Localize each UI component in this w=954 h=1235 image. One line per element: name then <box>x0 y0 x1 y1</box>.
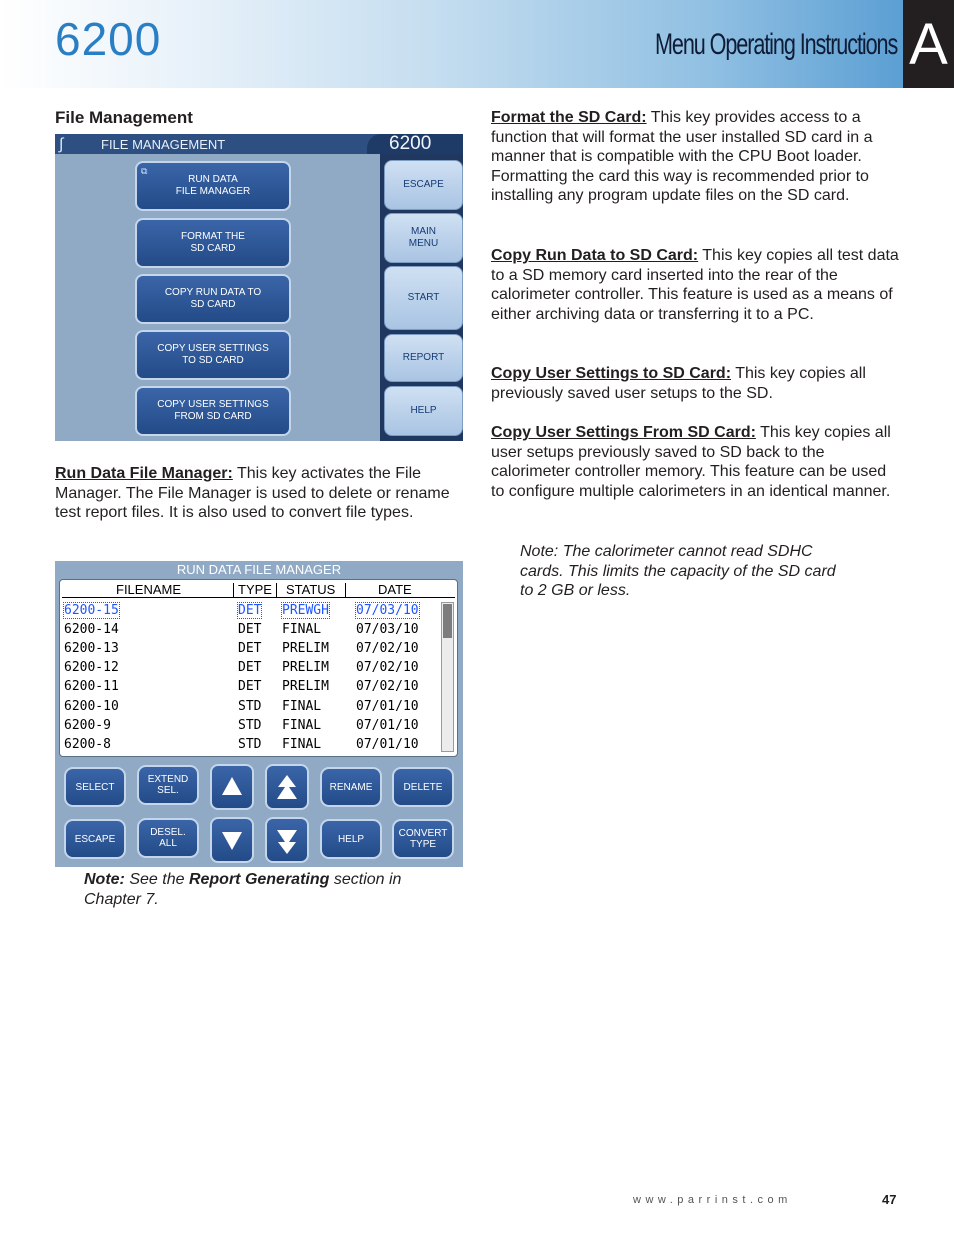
folder-icon: ⧉ <box>141 166 148 176</box>
table-cell: FINAL <box>282 736 322 752</box>
table-cell: FINAL <box>282 717 322 733</box>
table-cell: FINAL <box>282 622 322 638</box>
file-list[interactable] <box>59 579 458 757</box>
main-menu-button[interactable]: MAIN MENU <box>384 213 463 263</box>
col-divider <box>233 583 234 597</box>
page-up-icon[interactable] <box>265 764 309 810</box>
appendix-letter: A <box>903 0 954 88</box>
run-data-term: Run Data File Manager: <box>55 465 233 482</box>
table-cell: 07/03/10 <box>356 622 419 638</box>
table-cell: STD <box>238 698 262 714</box>
table-row[interactable] <box>64 698 444 716</box>
deselect-all-button[interactable]: DESEL. ALL <box>137 818 199 858</box>
fm-model-badge: 6200 <box>367 134 463 154</box>
arrow-up-icon[interactable] <box>210 764 254 810</box>
escape-button[interactable]: ESCAPE <box>384 160 463 210</box>
col-type: TYPE <box>238 582 272 597</box>
table-cell: 07/01/10 <box>356 736 419 752</box>
table-cell: DET <box>238 679 262 695</box>
page-down-icon[interactable] <box>265 817 309 863</box>
table-row[interactable] <box>64 678 444 696</box>
table-cell: 07/02/10 <box>356 679 419 695</box>
report-button[interactable]: REPORT <box>384 334 463 382</box>
table-row[interactable] <box>64 602 444 620</box>
start-button[interactable]: START <box>384 266 463 330</box>
table-cell: PRELIM <box>282 641 329 657</box>
header-rule <box>62 597 455 598</box>
table-cell: 6200-8 <box>64 736 111 752</box>
table-cell: 6200-12 <box>64 660 119 676</box>
copy-settings-from-sd-button[interactable]: COPY USER SETTINGS FROM SD CARD <box>135 386 291 436</box>
table-cell: DET <box>238 660 262 676</box>
report-note: Note: See the Report Generating section in Chapter 7. <box>84 871 402 908</box>
escape-button[interactable]: ESCAPE <box>64 819 126 859</box>
section-title: File Management <box>55 108 193 127</box>
table-row[interactable] <box>64 621 444 639</box>
table-cell: DET <box>238 603 262 618</box>
copy-settings-to-sd-button[interactable]: COPY USER SETTINGS TO SD CARD <box>135 330 291 380</box>
run-data-file-manager-button[interactable]: ⧉ RUN DATA FILE MANAGER <box>135 161 291 211</box>
table-cell: 07/01/10 <box>356 698 419 714</box>
help-button[interactable]: HELP <box>320 819 382 859</box>
sdhc-note: Note: The calorimeter cannot read SDHC cards. This limits the capacity of the SD card to 2 GB or less. <box>520 543 836 600</box>
fm-title: FILE MANAGEMENT <box>101 137 226 152</box>
table-cell: 07/03/10 <box>356 603 419 618</box>
copy-run-data-button[interactable]: COPY RUN DATA TO SD CARD <box>135 274 291 324</box>
table-cell: STD <box>238 717 262 733</box>
run-data-file-manager-screenshot <box>55 561 463 867</box>
table-cell: PRELIM <box>282 679 329 695</box>
col-divider <box>276 583 277 597</box>
website-url: www.parrinst.com <box>633 1194 792 1206</box>
table-row[interactable] <box>64 736 444 754</box>
file-management-screenshot <box>55 134 463 441</box>
parr-logo-icon: ∫ <box>59 136 64 153</box>
table-cell: 07/02/10 <box>356 641 419 657</box>
chapter-title: Menu Operating Instructions <box>655 28 898 61</box>
arrow-down-icon[interactable] <box>210 817 254 863</box>
table-row[interactable] <box>64 640 444 658</box>
page-header <box>0 0 954 88</box>
table-cell: 6200-11 <box>64 679 119 695</box>
copy-from-description: Copy User Settings From SD Card: This key copies all user setups previously saved to SD back to the calorimeter controller memory. This feature can be used to configure multiple calorimeters in an identical manner. <box>491 424 891 500</box>
table-cell: STD <box>238 736 262 752</box>
page-number: 47 <box>882 1192 897 1207</box>
delete-button[interactable]: DELETE <box>392 767 454 807</box>
table-cell: 07/01/10 <box>356 717 419 733</box>
table-cell: PREWGH <box>282 603 329 618</box>
table-row[interactable] <box>64 659 444 677</box>
table-cell: PRELIM <box>282 660 329 676</box>
convert-type-button[interactable]: CONVERT TYPE <box>392 819 454 859</box>
table-cell: 6200-9 <box>64 717 111 733</box>
col-status: STATUS <box>286 582 336 597</box>
format-description: Format the SD Card: This key provides access to a function that will format the user installed SD card in a manner that is compatible with the CPU Boot loader. Formatting the card this way is recommended prior to installing any program update files on the SD card. <box>491 109 873 205</box>
scrollbar[interactable] <box>441 602 454 752</box>
table-cell: 07/02/10 <box>356 660 419 676</box>
copy-to-description: Copy User Settings to SD Card: This key copies all previously saved user setups to the SD. <box>491 365 866 402</box>
help-button[interactable]: HELP <box>384 386 463 436</box>
table-cell: DET <box>238 641 262 657</box>
run-data-description: Run Data File Manager: This key activates the File Manager. The File Manager is used to delete or rename test report files. It is also used to convert file types. <box>55 465 450 522</box>
format-sd-card-button[interactable]: FORMAT THE SD CARD <box>135 218 291 268</box>
extend-select-button[interactable]: EXTEND SEL. <box>137 765 199 805</box>
rename-button[interactable]: RENAME <box>320 767 382 807</box>
table-cell: 6200-13 <box>64 641 119 657</box>
select-button[interactable]: SELECT <box>64 767 126 807</box>
col-date: DATE <box>378 582 412 597</box>
model-number: 6200 <box>55 13 162 65</box>
col-filename: FILENAME <box>116 582 182 597</box>
table-cell: 6200-10 <box>64 698 119 714</box>
table-cell: 6200-15 <box>64 603 119 618</box>
table-cell: FINAL <box>282 698 322 714</box>
table-row[interactable] <box>64 717 444 735</box>
scroll-thumb[interactable] <box>443 604 452 638</box>
table-cell: DET <box>238 622 262 638</box>
col-divider <box>345 583 346 597</box>
rd-title: RUN DATA FILE MANAGER <box>176 562 342 577</box>
copy-run-description: Copy Run Data to SD Card: This key copies all test data to a SD memory card inserted into the rear of the calorimeter controller. This feature is used as a means of either archiving data or transferring it to a PC. <box>491 247 899 323</box>
table-cell: 6200-14 <box>64 622 119 638</box>
